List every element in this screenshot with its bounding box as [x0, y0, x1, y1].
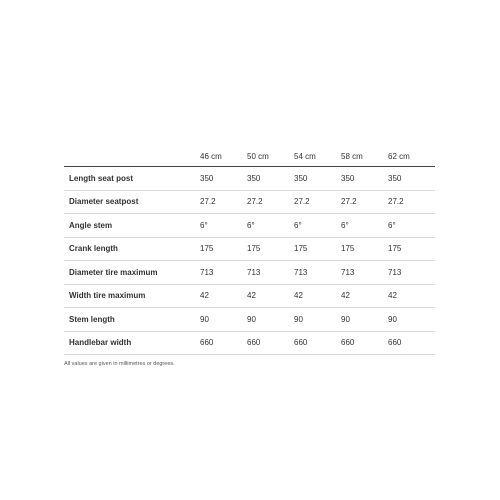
- table-cell: 27.2: [247, 190, 294, 214]
- table-cell: 27.2: [341, 190, 388, 214]
- table-cell: 6°: [388, 214, 435, 238]
- table-row: [64, 237, 435, 261]
- geometry-table: [64, 146, 435, 355]
- table-cell: 175: [388, 237, 435, 261]
- table-cell: 350: [247, 167, 294, 191]
- header-cell-empty: [64, 146, 200, 167]
- table-cell: 713: [294, 261, 341, 285]
- table-cell: 175: [200, 237, 247, 261]
- table-cell: 713: [200, 261, 247, 285]
- table-cell: 6°: [247, 214, 294, 238]
- table-row: [64, 331, 435, 355]
- table-cell: 660: [341, 331, 388, 355]
- table-cell: 27.2: [200, 190, 247, 214]
- table-cell: 6°: [341, 214, 388, 238]
- table-cell: 713: [341, 261, 388, 285]
- row-label: Diameter seatpost: [64, 190, 200, 214]
- table-row: [64, 167, 435, 191]
- geometry-table-container: [64, 146, 432, 355]
- table-row: [64, 190, 435, 214]
- header-cell-size: 58 cm: [341, 146, 388, 167]
- table-cell: 175: [341, 237, 388, 261]
- header-cell-size: 50 cm: [247, 146, 294, 167]
- table-cell: 175: [247, 237, 294, 261]
- table-cell: 660: [247, 331, 294, 355]
- table-row: [64, 308, 435, 332]
- header-cell-size: 62 cm: [388, 146, 435, 167]
- table-cell: 90: [341, 308, 388, 332]
- table-cell: 42: [294, 284, 341, 308]
- table-cell: 42: [388, 284, 435, 308]
- row-label: Handlebar width: [64, 331, 200, 355]
- units-footnote: All values are given in millimetres or degrees.: [64, 361, 175, 367]
- table-cell: 713: [388, 261, 435, 285]
- table-cell: 27.2: [294, 190, 341, 214]
- row-label: Crank length: [64, 237, 200, 261]
- table-cell: 90: [294, 308, 341, 332]
- table-row: [64, 214, 435, 238]
- table-cell: 713: [247, 261, 294, 285]
- row-label: Angle stem: [64, 214, 200, 238]
- row-label: Diameter tire maximum: [64, 261, 200, 285]
- table-cell: 42: [247, 284, 294, 308]
- table-cell: 350: [341, 167, 388, 191]
- table-cell: 660: [200, 331, 247, 355]
- table-cell: 6°: [200, 214, 247, 238]
- table-cell: 90: [247, 308, 294, 332]
- header-cell-size: 54 cm: [294, 146, 341, 167]
- table-header-row: [64, 146, 435, 167]
- row-label: Width tire maximum: [64, 284, 200, 308]
- table-cell: 6°: [294, 214, 341, 238]
- table-cell: 350: [200, 167, 247, 191]
- table-cell: 350: [388, 167, 435, 191]
- table-cell: 350: [294, 167, 341, 191]
- table-cell: 90: [200, 308, 247, 332]
- table-cell: 175: [294, 237, 341, 261]
- row-label: Length seat post: [64, 167, 200, 191]
- table-cell: 27.2: [388, 190, 435, 214]
- table-cell: 42: [341, 284, 388, 308]
- header-cell-size: 46 cm: [200, 146, 247, 167]
- row-label: Stem length: [64, 308, 200, 332]
- table-cell: 90: [388, 308, 435, 332]
- table-row: [64, 284, 435, 308]
- table-cell: 660: [388, 331, 435, 355]
- table-row: [64, 261, 435, 285]
- table-cell: 660: [294, 331, 341, 355]
- table-cell: 42: [200, 284, 247, 308]
